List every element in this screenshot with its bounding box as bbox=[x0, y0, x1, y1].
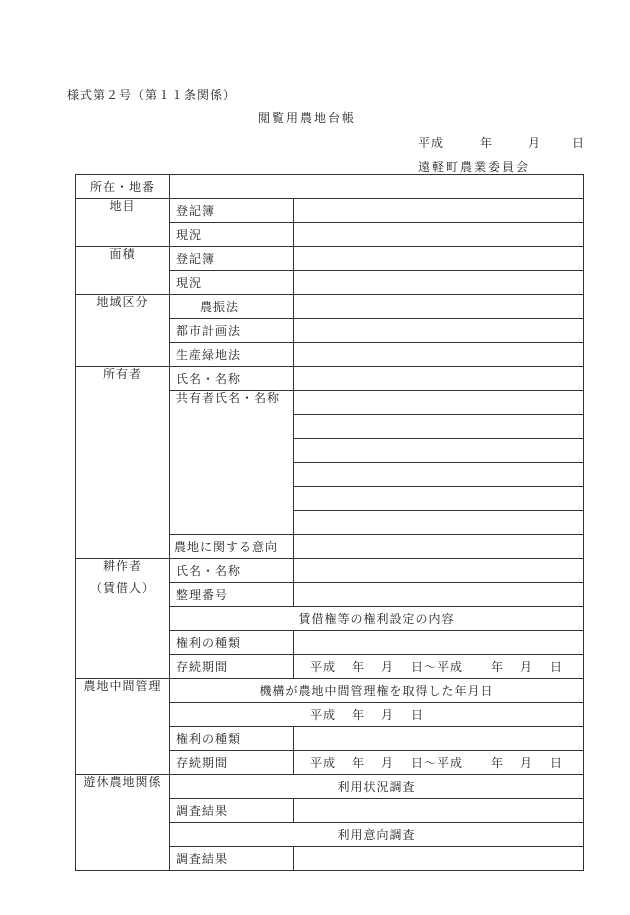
date-era: 平成 bbox=[418, 136, 445, 150]
inter-range-day2: 日 bbox=[550, 755, 564, 770]
location-value[interactable] bbox=[170, 175, 584, 199]
intermediary-header: 機構が農地中間管理権を取得した年月日 bbox=[170, 679, 584, 703]
owner-name-label: 氏名・名称 bbox=[170, 367, 294, 391]
inter-range-month2: 月 bbox=[520, 755, 534, 770]
usage-result-label: 調査結果 bbox=[170, 799, 294, 823]
usage-result-value[interactable] bbox=[294, 799, 584, 823]
idle-group: 遊休農地関係 bbox=[76, 775, 170, 871]
land-category-current-label: 現況 bbox=[170, 223, 294, 247]
cultivator-name-label: 氏名・名称 bbox=[170, 559, 294, 583]
inter-date-era: 平成 bbox=[310, 707, 337, 722]
inter-date-month: 月 bbox=[381, 707, 395, 722]
range-month1: 月 bbox=[381, 659, 395, 674]
co-owner-value-1[interactable] bbox=[294, 391, 584, 415]
committee-name: 遠軽町農業委員会 bbox=[418, 160, 531, 174]
range-year1: 年 bbox=[352, 659, 366, 674]
cultivator-group bbox=[76, 559, 170, 679]
date-year: 年 bbox=[480, 136, 494, 150]
owner-intent-value[interactable] bbox=[294, 535, 584, 559]
intermediary-right-type-label: 権利の種類 bbox=[170, 727, 294, 751]
cultivator-group-sub: （賃借人） bbox=[89, 581, 155, 595]
page-title: 閲覧用農地台帳 bbox=[258, 111, 357, 125]
cultivator-group-label: 耕作者 bbox=[102, 559, 142, 573]
intent-result-label: 調査結果 bbox=[170, 847, 294, 871]
farmland-ledger-table bbox=[75, 174, 584, 871]
land-category-registry-label: 登記簿 bbox=[170, 199, 294, 223]
area-current-label: 現況 bbox=[170, 271, 294, 295]
intermediary-right-type-value[interactable] bbox=[294, 727, 584, 751]
inter-range-year1: 年 bbox=[352, 755, 366, 770]
land-category-registry-value[interactable] bbox=[294, 199, 584, 223]
intermediary-date[interactable] bbox=[170, 703, 584, 727]
range-year2: 年 bbox=[491, 659, 505, 674]
cultivator-right-type-value[interactable] bbox=[294, 631, 584, 655]
zoning-agri-value[interactable] bbox=[294, 295, 584, 319]
owner-group: 所有者 bbox=[76, 367, 170, 559]
inter-range-day1: 日～平成 bbox=[411, 755, 464, 770]
zoning-agri-label: 農振法 bbox=[170, 295, 294, 319]
land-category-group: 地目 bbox=[76, 199, 170, 247]
location-label: 所在・地番 bbox=[76, 175, 170, 199]
zoning-green-value[interactable] bbox=[294, 343, 584, 367]
date-line bbox=[418, 134, 585, 151]
area-registry-value[interactable] bbox=[294, 247, 584, 271]
land-category-current-value[interactable] bbox=[294, 223, 584, 247]
intermediary-duration-label: 存続期間 bbox=[170, 751, 294, 775]
area-current-value[interactable] bbox=[294, 271, 584, 295]
form-code: 様式第２号（第１１条関係） bbox=[67, 88, 237, 102]
area-registry-label: 登記簿 bbox=[170, 247, 294, 271]
range-day2: 日 bbox=[550, 659, 564, 674]
inter-range-year2: 年 bbox=[491, 755, 505, 770]
cultivator-regno-value[interactable] bbox=[294, 583, 584, 607]
cultivator-duration-range[interactable] bbox=[294, 655, 584, 679]
cultivator-duration-label: 存続期間 bbox=[170, 655, 294, 679]
co-owner-value-3[interactable] bbox=[294, 439, 584, 463]
co-owner-label: 共有者氏名・名称 bbox=[170, 391, 294, 535]
owner-intent-label: 農地に関する意向 bbox=[170, 535, 294, 559]
co-owner-value-2[interactable] bbox=[294, 415, 584, 439]
co-owner-value-6[interactable] bbox=[294, 511, 584, 535]
zoning-group: 地域区分 bbox=[76, 295, 170, 367]
intent-result-value[interactable] bbox=[294, 847, 584, 871]
range-month2: 月 bbox=[520, 659, 534, 674]
inter-range-era1: 平成 bbox=[310, 755, 337, 770]
owner-name-value[interactable] bbox=[294, 367, 584, 391]
date-month: 月 bbox=[528, 136, 542, 150]
cultivator-regno-label: 整理番号 bbox=[170, 583, 294, 607]
area-group: 面積 bbox=[76, 247, 170, 295]
zoning-green-label: 生産緑地法 bbox=[170, 343, 294, 367]
range-era1: 平成 bbox=[310, 659, 337, 674]
inter-date-day: 日 bbox=[411, 707, 425, 722]
intermediary-group: 農地中間管理 bbox=[76, 679, 170, 775]
co-owner-value-5[interactable] bbox=[294, 487, 584, 511]
cultivator-name-value[interactable] bbox=[294, 559, 584, 583]
cultivator-right-type-label: 権利の種類 bbox=[170, 631, 294, 655]
zoning-city-value[interactable] bbox=[294, 319, 584, 343]
inter-range-month1: 月 bbox=[381, 755, 395, 770]
date-day: 日 bbox=[572, 136, 586, 150]
intent-survey-header: 利用意向調査 bbox=[170, 823, 584, 847]
intermediary-duration-range[interactable] bbox=[294, 751, 584, 775]
co-owner-value-4[interactable] bbox=[294, 463, 584, 487]
inter-date-year: 年 bbox=[352, 707, 366, 722]
cultivator-rights-header: 賃借権等の権利設定の内容 bbox=[170, 607, 584, 631]
range-day1: 日～平成 bbox=[411, 659, 464, 674]
zoning-city-label: 都市計画法 bbox=[170, 319, 294, 343]
usage-survey-header: 利用状況調査 bbox=[170, 775, 584, 799]
